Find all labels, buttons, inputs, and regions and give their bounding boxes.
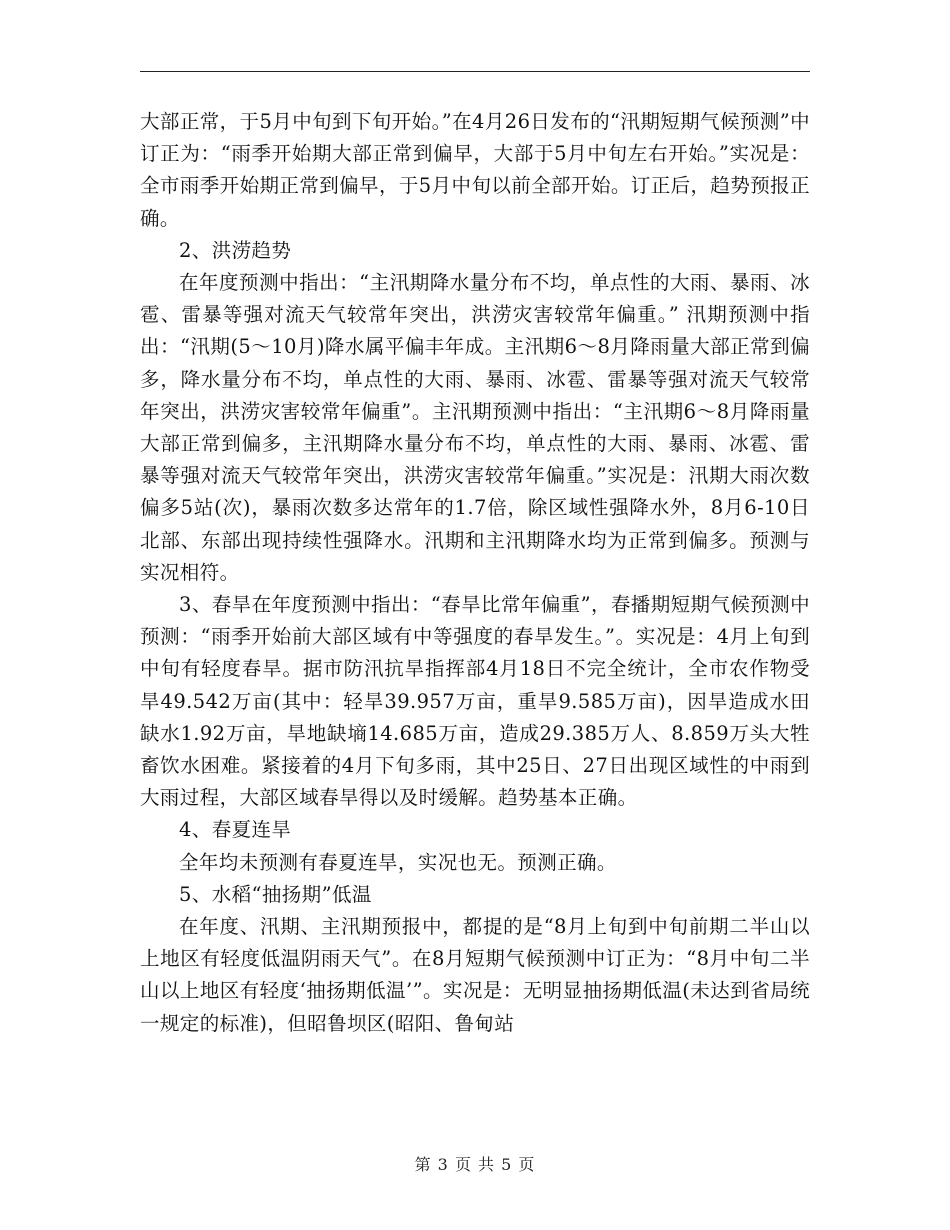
paragraph-spring-drought: 3、春旱在年度预测中指出：“春旱比常年偏重”，春播期短期气候预测中预测：“雨季开始前大部区域有中等强度的春旱发生。”。实况是：4月上旬到中旬有轻度春旱。据市防汛抗旱指挥部4月18日不完全统计，全市农作物受旱49.542万亩(其中：轻旱39.957万亩，重旱9.585万亩)，因旱造成水田缺水1.92万亩，旱地缺墒14.685万亩，造成29.385万人、8.859万头大牲畜饮水困难。紧接着的4月下旬多雨，其中25日、27日出现区域性的中雨到大雨过程，大部区域春旱得以及时缓解。趋势基本正确。 [140, 593, 810, 810]
section-heading-rice-low-temperature: 5、水稻“抽扬期”低温 [179, 882, 372, 906]
section-heading-spring-summer-drought: 4、春夏连旱 [179, 818, 292, 842]
header-rule [140, 71, 810, 72]
section-heading-flood-trend: 2、洪涝趋势 [179, 238, 292, 262]
paragraph-spring-summer-drought: 全年均未预测有春夏连旱，实况也无。预测正确。 [179, 850, 617, 874]
page-number-footer: 第 3 页 共 5 页 [414, 1155, 536, 1174]
paragraph-rice-low-temperature: 在年度、汛期、主汛期预报中，都提的是“8月上旬到中旬前期二半山以上地区有轻度低温阴雨天气”。在8月短期气候预测中订正为：“8月中旬二半山以上地区有轻度‘抽扬期低温’”。实况是：无明显抽扬期低温(未达到省局统一规定的标准)，但昭鲁坝区(昭阳、鲁甸站 [140, 915, 810, 1035]
document-body [140, 106, 810, 1040]
paragraph-flood-trend: 在年度预测中指出：“主汛期降水量分布不均，单点性的大雨、暴雨、冰雹、雷暴等强对流天气较常年突出，洪涝灾害较常年偏重。” 汛期预测中指出：“汛期(5～10月)降水属平偏丰年成。主汛期6～8月降雨量大部正常到偏多，降水量分布不均，单点性的大雨、暴雨、冰雹、雷暴等强对流天气较常年突出，洪涝灾害较常年偏重”。主汛期预测中指出：“主汛期6～8月降雨量大部正常到偏多，主汛期降水量分布不均，单点性的大雨、暴雨、冰雹、雷暴等强对流天气较常年突出，洪涝灾害较常年偏重。”实况是：汛期大雨次数偏多5站(次)，暴雨次数多达常年的1.7倍，除区域性强降水外，8月6-10日北部、东部出现持续性强降水。汛期和主汛期降水均为正常到偏多。预测与实况相符。 [140, 271, 810, 584]
paragraph-continuation: 大部正常，于5月中旬到下旬开始。”在4月26日发布的“汛期短期气候预测”中订正为：“雨季开始期大部正常到偏早，大部于5月中旬左右开始。”实况是：全市雨季开始期正常到偏早，于5月中旬以前全部开始。订正后，趋势预报正确。 [140, 110, 810, 230]
